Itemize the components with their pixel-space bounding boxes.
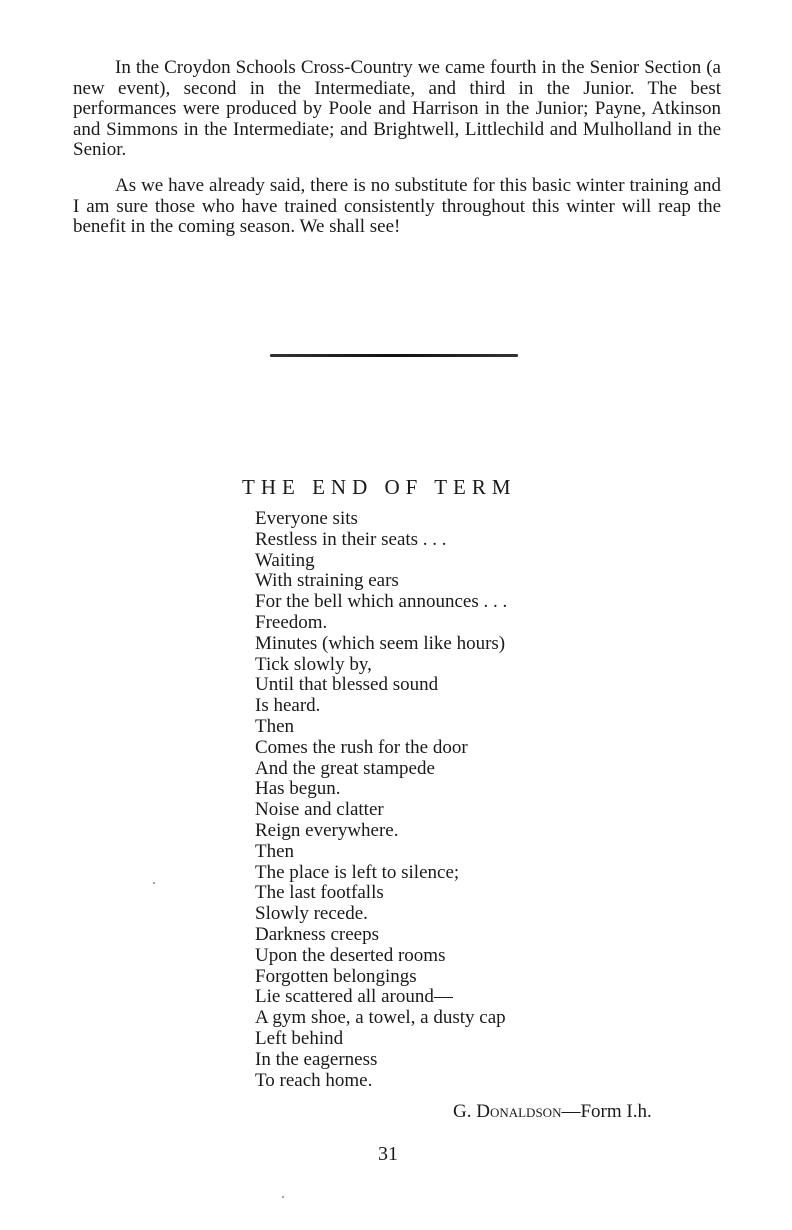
poem-body [255,509,507,1091]
poem-line: Everyone sits [255,508,358,529]
paragraph-winter-training [73,176,721,238]
poem-line: Freedom. [255,611,328,633]
poem-line: Is heard. [255,695,321,717]
poem-line: Has begun. [255,778,341,800]
poem-line: Minutes (which seem like hours) [255,632,506,654]
poem-line: Restless in their seats . . . [255,528,447,550]
poem-line: Until that blessed sound [255,674,439,696]
author-initial: G. [453,1101,472,1122]
poem-line: In the eagerness [255,1048,378,1070]
poem-line: A gym shoe, a towel, a dusty cap [255,1007,506,1029]
poem-line: The place is left to silence; [255,861,460,883]
poem-line: Tick slowly by, [255,653,372,675]
poem-line: And the great stampede [255,757,435,779]
poem-line: To reach home. [255,1069,373,1091]
poem-line: Noise and clatter [255,799,384,821]
poem-line: Then [255,840,295,862]
paragraph-cross-country [73,58,721,161]
poem-line: Waiting [255,549,315,571]
paragraph-text: In the Croydon Schools Cross-Country we came fourth in the Senior Section (a new event), second in the Intermediate, and third in the Junior. The best performances were produced by Poole and Harrison in the Junior; Payne, Atkinson and Simmons in the Intermediate; and Brightwell, Littlechild and Mulholland in the Senior. [73,57,721,160]
author-surname: Donaldson [476,1101,562,1122]
poem-line: Comes the rush for the door [255,736,468,758]
paper-speck [153,882,155,884]
section-divider [270,354,518,357]
author-form: —Form I.h. [561,1101,652,1122]
poem-line: With straining ears [255,570,399,592]
poem-line: Slowly recede. [255,903,368,925]
poem-line: Upon the deserted rooms [255,944,446,966]
poem-line: The last footfalls [255,882,384,904]
poem-line: Then [255,715,295,737]
poem-line: Darkness creeps [255,923,379,945]
poem-line: Left behind [255,1027,344,1049]
poem-line: Lie scattered all around— [255,986,453,1008]
poem-attribution [453,1101,652,1123]
paper-speck [282,1196,284,1198]
poem-line: For the bell which announces . . . [255,591,508,613]
page-number: 31 [378,1143,398,1165]
poem-title: THE END OF TERM [242,475,517,499]
poem-line: Forgotten belongings [255,965,417,987]
poem-line: Reign everywhere. [255,819,399,841]
paragraph-text: As we have already said, there is no substitute for this basic winter training and I am sure those who have trained consistently throughout this winter will reap the benefit in the coming season. We shall see! [73,175,721,237]
